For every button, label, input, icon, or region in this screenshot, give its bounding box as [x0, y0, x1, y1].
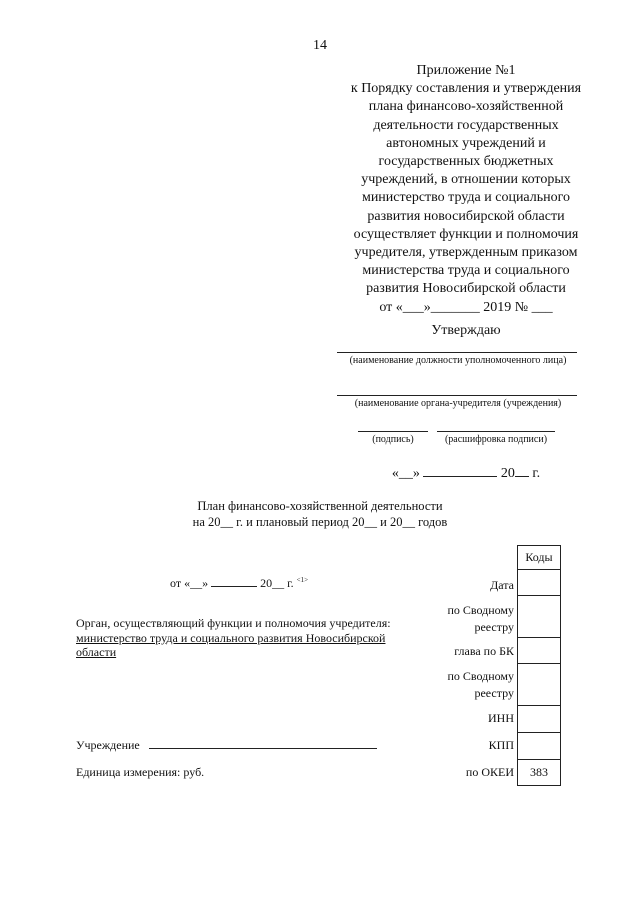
label-date: Дата: [490, 578, 514, 592]
codes-table: [517, 545, 561, 786]
code-cell-glava: [518, 638, 561, 664]
form-date-month-blank: [211, 577, 257, 587]
label-svod-reestr-1: по Сводному реестру: [447, 603, 514, 634]
label-inn: ИНН: [488, 711, 514, 725]
position-signature-line: [337, 352, 577, 353]
approval-date-month-blank: [423, 466, 497, 477]
annex-block: [330, 62, 602, 317]
plan-title-line1: План финансово-хозяйственной деятельности: [197, 499, 443, 513]
label-svod-reestr-2: по Сводному реестру: [447, 669, 514, 700]
organ-caption: (наименование органа-учредителя (учреждения): [354, 398, 562, 409]
approval-date-day: «__»: [391, 466, 420, 481]
annex-line: государственных бюджетных: [378, 154, 554, 170]
code-cell-kpp: [518, 733, 561, 760]
code-cell-date: [518, 570, 561, 596]
page-number: 14: [313, 38, 327, 53]
code-cell-svod-2: [518, 664, 561, 706]
form-date-day: от «__»: [170, 576, 209, 590]
annex-line: развития Новосибирской области: [366, 281, 566, 297]
decoding-line: [437, 431, 555, 432]
label-glava-bk: глава по БК: [454, 644, 514, 658]
form-date-year: 20__ г.: [260, 576, 294, 590]
plan-title: [0, 498, 640, 530]
annex-line: плана финансово-хозяйственной: [368, 99, 564, 115]
institution-blank: [149, 739, 377, 749]
approval-date: [330, 466, 602, 482]
annex-line: министерства труда и социального: [362, 263, 570, 279]
approval-date-year-blank: [515, 466, 529, 477]
approval-date-suffix: г.: [532, 466, 541, 481]
organ-label: Орган, осуществляющий функции и полномочия учредителя:: [76, 616, 391, 630]
codes-header: Коды: [518, 546, 561, 570]
code-cell-okei: 383: [518, 760, 561, 786]
organ-value-line2: области: [76, 645, 117, 659]
code-cell-svod-1: [518, 596, 561, 638]
annex-line: осуществляет функции и полномочия: [353, 226, 579, 242]
annex-line: министерство труда и социального: [361, 190, 571, 206]
approval-date-year-prefix: 20: [500, 466, 515, 481]
annex-line: деятельности государственных: [373, 117, 559, 133]
annex-line: учреждений, в отношении которых: [361, 172, 571, 188]
position-caption: (наименование должности уполномоченного лица): [349, 355, 567, 366]
decoding-caption: (расшифровка подписи): [444, 434, 548, 445]
form-date-label: [170, 576, 308, 591]
annex-line: от «___»_______ 2019 № ___: [379, 299, 553, 315]
institution-label: [76, 738, 377, 753]
plan-title-line2: на 20__ г. и плановый период 20__ и 20__ годов: [192, 515, 448, 529]
label-kpp: КПП: [488, 738, 514, 752]
organ-value-line1: министерство труда и социального развития Новосибирской: [76, 631, 386, 645]
annex-line: к Порядку составления и утверждения: [350, 81, 582, 97]
annex-line: развития новосибирской области: [367, 208, 565, 224]
signature-line: [358, 431, 428, 432]
footnote-marker: <1>: [296, 576, 309, 584]
annex-line: Приложение №1: [416, 63, 516, 78]
label-okei: по ОКЕИ: [465, 765, 514, 779]
unit-label: Единица измерения: руб.: [76, 765, 205, 779]
annex-line: учредителя, утвержденным приказом: [354, 245, 578, 261]
institution-label-text: Учреждение: [76, 738, 140, 752]
approval-heading: Утверждаю: [431, 323, 501, 338]
annex-line: автономных учреждений и: [386, 135, 546, 151]
code-cell-inn: [518, 706, 561, 733]
organ-signature-line: [337, 395, 577, 396]
signature-caption: (подпись): [372, 434, 414, 445]
